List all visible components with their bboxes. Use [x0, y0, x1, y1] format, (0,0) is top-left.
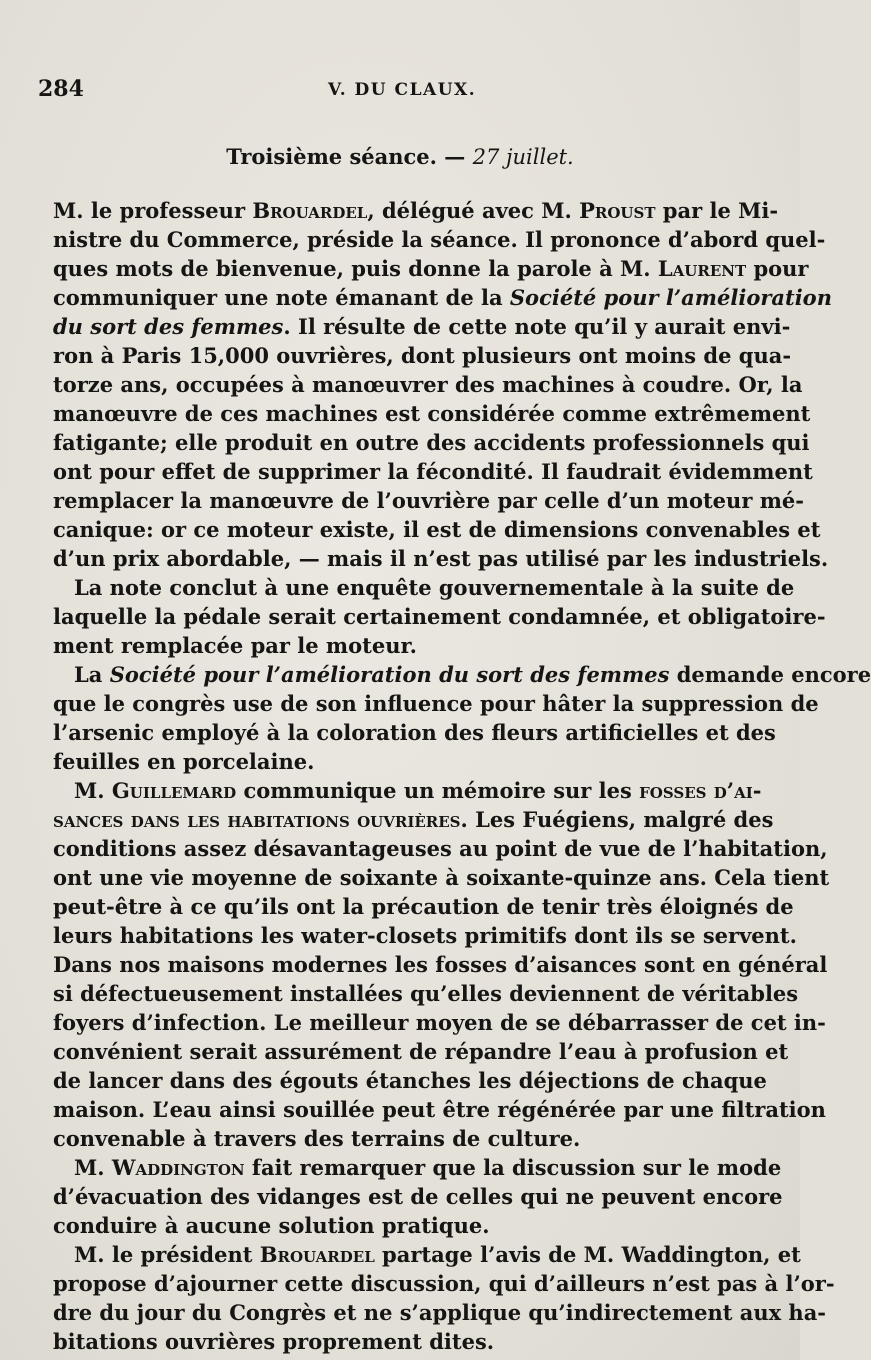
text-line — [53, 457, 813, 486]
text-line — [53, 979, 799, 1008]
line-text: ques mots de bienvenue, puis donne la parole à M. — [53, 256, 658, 281]
text-line — [53, 1327, 761, 1356]
text-line — [53, 399, 811, 428]
text-line — [53, 1240, 801, 1269]
line-text: convénient serait assurément de répandre l’eau à profusion et — [53, 1039, 789, 1064]
line-text: leurs habitations les water-closets primitifs dont ils se servent. — [53, 923, 797, 948]
line-text: ment remplacée par le moteur. — [53, 633, 417, 658]
line-text: fait remarquer que la discussion sur le mode — [244, 1155, 782, 1180]
line-text: communique un mémoire sur les — [236, 778, 640, 803]
text-line — [53, 1298, 827, 1327]
session-title: Troisième séance. — [226, 144, 437, 169]
line-text: La note conclut à une enquête gouvernementale à la suite de — [74, 575, 795, 600]
text-line — [53, 1095, 826, 1124]
text-line — [53, 1269, 835, 1298]
line-text: . Les Fuégiens, malgré des — [460, 807, 774, 832]
text-line — [53, 689, 819, 718]
text-line — [53, 1037, 789, 1066]
line-text: de lancer dans des égouts étanches les déjections de chaque — [53, 1068, 767, 1093]
text-line — [53, 631, 761, 660]
running-head: V. DU CLAUX. — [328, 80, 477, 100]
small-caps-text: Proust — [579, 198, 656, 223]
line-text: ont pour effet de supprimer la fécondité. Il faudrait évidemment — [53, 459, 813, 484]
section-heading — [0, 144, 800, 169]
italic-text: Société pour l’amélioration — [509, 285, 832, 310]
text-line — [53, 776, 761, 805]
text-line — [53, 747, 761, 776]
text-line — [53, 254, 809, 283]
line-text: M. — [74, 1155, 112, 1180]
text-line — [53, 950, 828, 979]
line-text: d’un prix abordable, — mais il n’est pas utilisé par les industriels. — [53, 546, 829, 571]
title-dash: — — [436, 144, 473, 169]
text-line — [53, 312, 791, 341]
line-text: . Il résulte de cette note qu’il y aurait envi- — [283, 314, 791, 339]
small-caps-text: sances dans les habitations ouvrières — [53, 807, 461, 832]
line-text: par le Mi- — [655, 198, 779, 223]
line-text: dre du jour du Congrès et ne s’applique qu’indirectement aux ha- — [53, 1300, 827, 1325]
session-date: 27 juillet. — [472, 145, 574, 169]
page-header — [38, 76, 758, 106]
text-line — [53, 1124, 761, 1153]
text-line — [53, 428, 810, 457]
small-caps-text: Guillemard — [111, 778, 237, 803]
line-text: convenable à travers des terrains de culture. — [53, 1126, 581, 1151]
line-text: conduire à aucune solution pratique. — [53, 1213, 490, 1238]
text-line — [53, 892, 794, 921]
line-text: canique: or ce moteur existe, il est de dimensions convenables et — [53, 517, 821, 542]
line-text: si défectueusement installées qu’elles deviennent de véritables — [53, 981, 799, 1006]
body-text — [53, 196, 871, 1356]
text-line — [53, 1153, 782, 1182]
page-number: 284 — [38, 76, 84, 102]
text-line — [53, 196, 779, 225]
line-text: propose d’ajourner cette discussion, qui d’ailleurs n’est pas à l’or- — [53, 1271, 835, 1296]
text-line — [53, 370, 803, 399]
small-caps-text: fosses d’ai- — [639, 778, 762, 803]
text-line — [53, 863, 830, 892]
text-line — [53, 515, 821, 544]
text-line — [53, 486, 804, 515]
text-line — [53, 921, 797, 950]
line-text: l’arsenic employé à la coloration des fleurs artificielles et des — [53, 720, 776, 745]
text-line — [53, 1066, 767, 1095]
line-text: nistre du Commerce, préside la séance. Il prononce d’abord quel- — [53, 227, 826, 252]
line-text: foyers d’infection. Le meilleur moyen de se débarrasser de cet in- — [53, 1010, 826, 1035]
text-line — [53, 1182, 783, 1211]
small-caps-text: Brouardel — [252, 198, 368, 223]
line-text: Dans nos maisons modernes les fosses d’aisances sont en général — [53, 952, 828, 977]
text-line — [53, 805, 774, 834]
line-text: M. le président — [74, 1242, 260, 1267]
text-line — [53, 573, 795, 602]
line-text: manœuvre de ces machines est considérée comme extrêmement — [53, 401, 811, 426]
line-text: feuilles en porcelaine. — [53, 749, 315, 774]
text-line — [53, 225, 826, 254]
line-text: torze ans, occupées à manœuvrer des machines à coudre. Or, la — [53, 372, 803, 397]
line-text: laquelle la pédale serait certainement condamnée, et obligatoire- — [53, 604, 826, 629]
text-line — [53, 602, 826, 631]
small-caps-text: Laurent — [657, 256, 747, 281]
italic-text: du sort des femmes — [53, 314, 284, 339]
line-text: demande encore — [669, 662, 871, 687]
line-text: partage l’avis de M. Waddington, et — [374, 1242, 801, 1267]
line-text: fatigante; elle produit en outre des accidents professionnels qui — [53, 430, 810, 455]
line-text: La — [74, 662, 110, 687]
line-text: bitations ouvrières proprement dites. — [53, 1329, 495, 1354]
small-caps-text: Brouardel — [259, 1242, 375, 1267]
small-caps-text: Waddington — [111, 1155, 245, 1180]
text-line — [53, 341, 792, 370]
line-text: peut-être à ce qu’ils ont la précaution de tenir très éloignés de — [53, 894, 794, 919]
line-text: pour — [746, 256, 809, 281]
line-text: que le congrès use de son influence pour hâter la suppression de — [53, 691, 819, 716]
line-text: conditions assez désavantageuses au point de vue de l’habitation, — [53, 836, 828, 861]
line-text: maison. L’eau ainsi souillée peut être régénérée par une filtration — [53, 1097, 826, 1122]
text-line — [53, 660, 871, 689]
line-text: , délégué avec M. — [367, 198, 580, 223]
line-text: M. le professeur — [53, 198, 253, 223]
text-line — [53, 1008, 826, 1037]
line-text: ron à Paris 15,000 ouvrières, dont plusieurs ont moins de qua- — [53, 343, 792, 368]
text-line — [53, 283, 832, 312]
line-text: M. — [74, 778, 112, 803]
text-line — [53, 1211, 761, 1240]
line-text: communiquer une note émanant de la — [53, 285, 510, 310]
line-text: ont une vie moyenne de soixante à soixante-quinze ans. Cela tient — [53, 865, 830, 890]
line-text: d’évacuation des vidanges est de celles qui ne peuvent encore — [53, 1184, 783, 1209]
text-line — [53, 544, 829, 573]
line-text: remplacer la manœuvre de l’ouvrière par celle d’un moteur mé- — [53, 488, 804, 513]
text-line — [53, 718, 776, 747]
italic-text: Société pour l’amélioration du sort des femmes — [109, 662, 670, 687]
text-line — [53, 834, 828, 863]
